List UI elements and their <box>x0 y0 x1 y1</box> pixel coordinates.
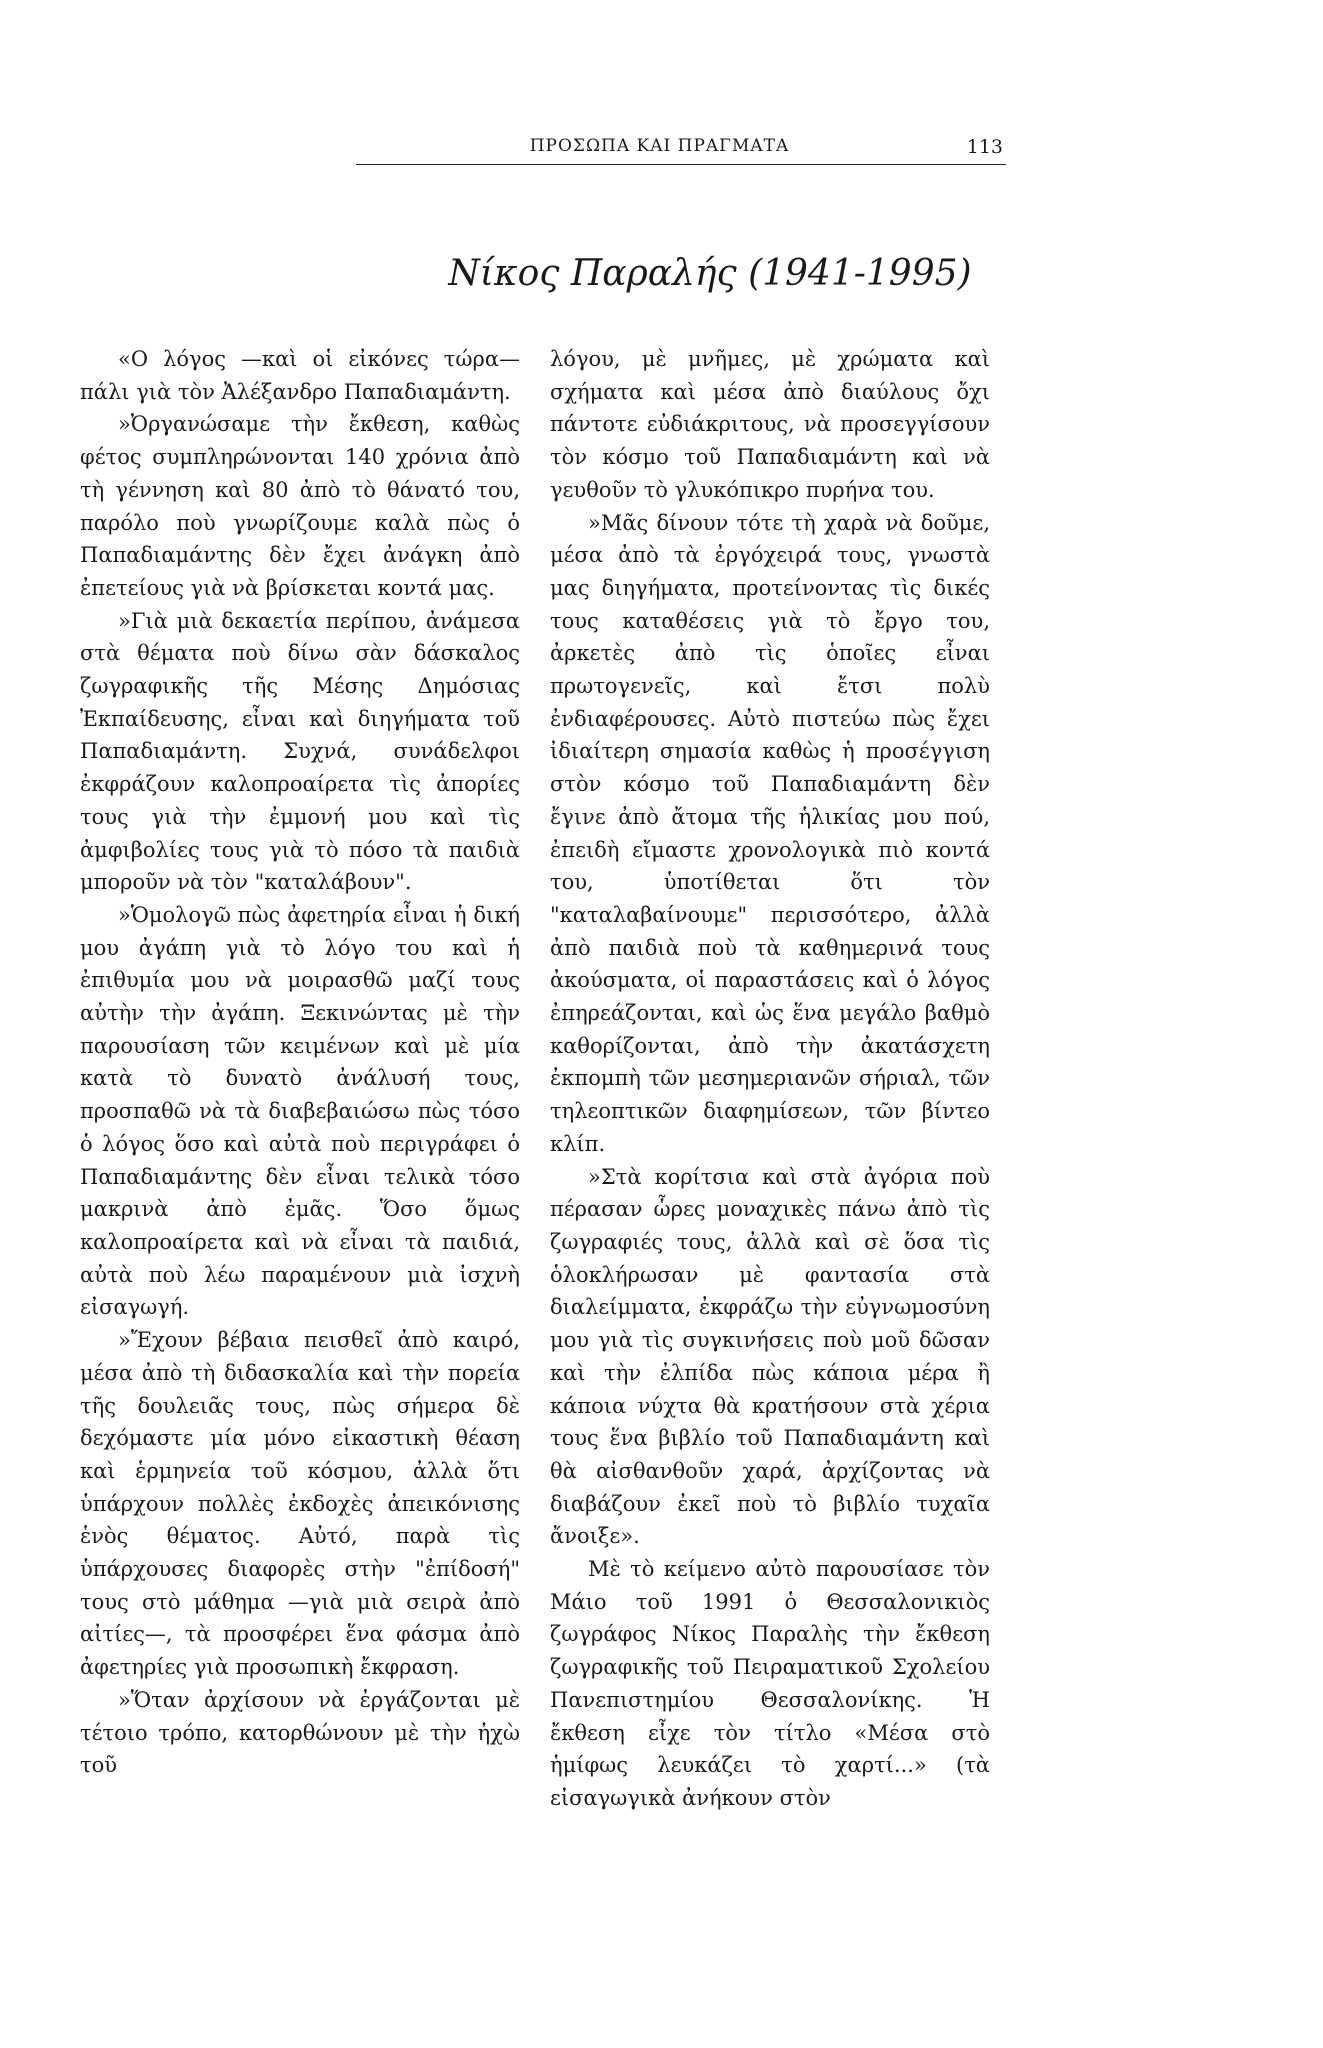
article-title: Νίκος Παραλής (1941-1995) <box>448 253 972 294</box>
right-column <box>550 343 990 1815</box>
paragraph: »Ἔχουν βέβαια πεισθεῖ ἀπὸ καιρό, μέσα ἀπὸ τὴ διδασκαλία καὶ τὴν πορεία τῆς δουλειᾶς τους, πὼς σήμερα δὲ δεχόμαστε μία μόνο εἰκαστικὴ θέαση καὶ ἑρμηνεία τοῦ κόσμου, ἀλλὰ ὅτι ὑπάρχουν πολλὲς ἐκδοχὲς ἀπεικόνισης ἑνὸς θέματος. Αὐτό, παρὰ τὶς ὑπάρχουσες διαφορὲς στὴν "ἐπίδοσή" τους στὸ μάθημα —γιὰ μιὰ σειρὰ ἀπὸ αἰτίες—, τὰ προσφέρει ἕνα φάσμα ἀπὸ ἀφετηρίες γιὰ προσωπικὴ ἔκφραση. <box>80 1328 520 1680</box>
paragraph: »Μᾶς δίνουν τότε τὴ χαρὰ νὰ δοῦμε, μέσα ἀπὸ τὰ ἐργόχειρά τους, γνωστὰ μας διηγήματα, προτείνοντας τὶς δικές τους καταθέσεις γιὰ τὸ ἔργο του, ἀρκετὲς ἀπὸ τὶς ὁποῖες εἶναι πρωτογενεῖς, καὶ ἔτσι πολὺ ἐνδιαφέρουσες. Αὐτὸ πιστεύω πὼς ἔχει ἰδιαίτερη σημασία καθὼς ἡ προσέγγιση στὸν κόσμο τοῦ Παπαδιαμάντη δὲν ἔγινε ἀπὸ ἄτομα τῆς ἡλικίας μου πού, ἐπειδὴ εἴμαστε χρονολογικὰ πιὸ κοντά του, ὑποτίθεται ὅτι τὸν "καταλαβαίνουμε" περισσότερο, ἀλλὰ ἀπὸ παιδιὰ ποὺ τὰ καθημερινά τους ἀκούσματα, οἱ παραστάσεις καὶ ὁ λόγος ἐπηρεάζονται, καὶ ὡς ἕνα μεγάλο βαθμὸ καθορίζονται, ἀπὸ τὴν ἀκατάσχετη ἐκπομπὴ τῶν μεσημεριανῶν σήριαλ, τῶν τηλεοπτικῶν διαφημίσεων, τῶν βίντεο κλίπ. <box>550 510 990 1156</box>
paragraph: Μὲ τὸ κείμενο αὐτὸ παρουσίασε τὸν Μάιο τοῦ 1991 ὁ Θεσσαλονικιὸς ζωγράφος Νίκος Παραλὴς τὴν ἔκθεση ζωγραφικῆς τοῦ Πειραματικοῦ Σχολείου Πανεπιστημίου Θεσσαλονίκης. Ἡ ἔκθεση εἶχε τὸν τίτλο «Μέσα στὸ ἡμίφως λευκάζει τὸ χαρτί...» (τὰ εἰσαγωγικὰ ἀνήκουν στὸν <box>550 1557 990 1810</box>
page-number: 113 <box>966 136 1003 158</box>
paragraph: »Ὅταν ἀρχίσουν νὰ ἐργάζονται μὲ τέτοιο τρόπο, κατορθώνουν μὲ τὴν ἠχὼ τοῦ <box>80 1687 520 1778</box>
running-head-title: ΠΡΟΣΩΠΑ ΚΑΙ ΠΡΑΓΜΑΤΑ <box>529 136 790 156</box>
left-column <box>80 343 520 1782</box>
paragraph: »Ὁμολογῶ πὼς ἀφετηρία εἶναι ἡ δική μου ἀγάπη γιὰ τὸ λόγο του καὶ ἡ ἐπιθυμία μου νὰ μοιρασθῶ μαζί τους αὐτὴν τὴν ἀγάπη. Ξεκινώντας μὲ τὴν παρουσίαση τῶν κειμένων καὶ μὲ μία κατὰ τὸ δυνατὸ ἀνάλυσή τους, προσπαθῶ νὰ τὰ διαβεβαιώσω πὼς τόσο ὁ λόγος ὅσο καὶ αὐτὰ ποὺ περιγράφει ὁ Παπαδιαμάντης δὲν εἶναι τελικὰ τόσο μακρινὰ ἀπὸ ἐμᾶς. Ὅσο ὅμως καλοπροαίρετα καὶ νὰ εἶναι τὰ παιδιά, αὐτὰ ποὺ λέω παραμένουν μιὰ ἰσχνὴ εἰσαγωγή. <box>80 902 520 1320</box>
paragraph: «Ο λόγος —καὶ οἱ εἰκόνες τώρα— πάλι γιὰ τὸν Ἀλέξανδρο Παπαδιαμάντη. <box>80 347 520 404</box>
header-rule <box>356 164 1006 165</box>
paragraph: »Στὰ κορίτσια καὶ στὰ ἀγόρια ποὺ πέρασαν ὧρες μοναχικὲς πάνω ἀπὸ τὶς ζωγραφιές τους, ἀλλὰ καὶ σὲ ὅσα τὶς ὁλοκλήρωσαν μὲ φαντασία στὰ διαλείμματα, ἐκφράζω τὴν εὐγνωμοσύνη μου γιὰ τὶς συγκινήσεις ποὺ μοῦ δῶσαν καὶ τὴν ἐλπίδα πὼς κάποια μέρα ἢ κάποια νύχτα θὰ κρατήσουν στὰ χέρια τους ἕνα βιβλίο τοῦ Παπαδιαμάντη καὶ θὰ αἰσθανθοῦν χαρά, ἀρχίζοντας νὰ διαβάζουν ἐκεῖ ποὺ τὸ βιβλίο τυχαῖα ἄνοιξε». <box>550 1164 990 1549</box>
paragraph: λόγου, μὲ μνῆμες, μὲ χρώματα καὶ σχήματα καὶ μέσα ἀπὸ διαύλους ὄχι πάντοτε εὐδιάκριτους, νὰ προσεγγίσουν τὸν κόσμο τοῦ Παπαδιαμάντη καὶ νὰ γευθοῦν τὸ γλυκόπικρο πυρήνα του. <box>550 347 990 502</box>
paragraph: »Ὀργανώσαμε τὴν ἔκθεση, καθὼς φέτος συμπληρώνονται 140 χρόνια ἀπὸ τὴ γέννηση καὶ 80 ἀπὸ τὸ θάνατό του, παρόλο ποὺ γνωρίζουμε καλὰ πὼς ὁ Παπαδιαμάντης δὲν ἔχει ἀνάγκη ἀπὸ ἐπετείους γιὰ νὰ βρίσκεται κοντά μας. <box>80 412 520 600</box>
paragraph: »Γιὰ μιὰ δεκαετία περίπου, ἀνάμεσα στὰ θέματα ποὺ δίνω σὰν δάσκαλος ζωγραφικῆς τῆς Μέσης Δημόσιας Ἐκπαίδευσης, εἶναι καὶ διηγήματα τοῦ Παπαδιαμάντη. Συχνά, συνάδελφοι ἐκφράζουν καλοπροαίρετα τὶς ἀπορίες τους γιὰ τὴν ἐμμονή μου καὶ τὶς ἀμφιβολίες τους γιὰ τὸ πόσο τὰ παιδιὰ μποροῦν νὰ τὸν "καταλάβουν". <box>80 608 520 895</box>
